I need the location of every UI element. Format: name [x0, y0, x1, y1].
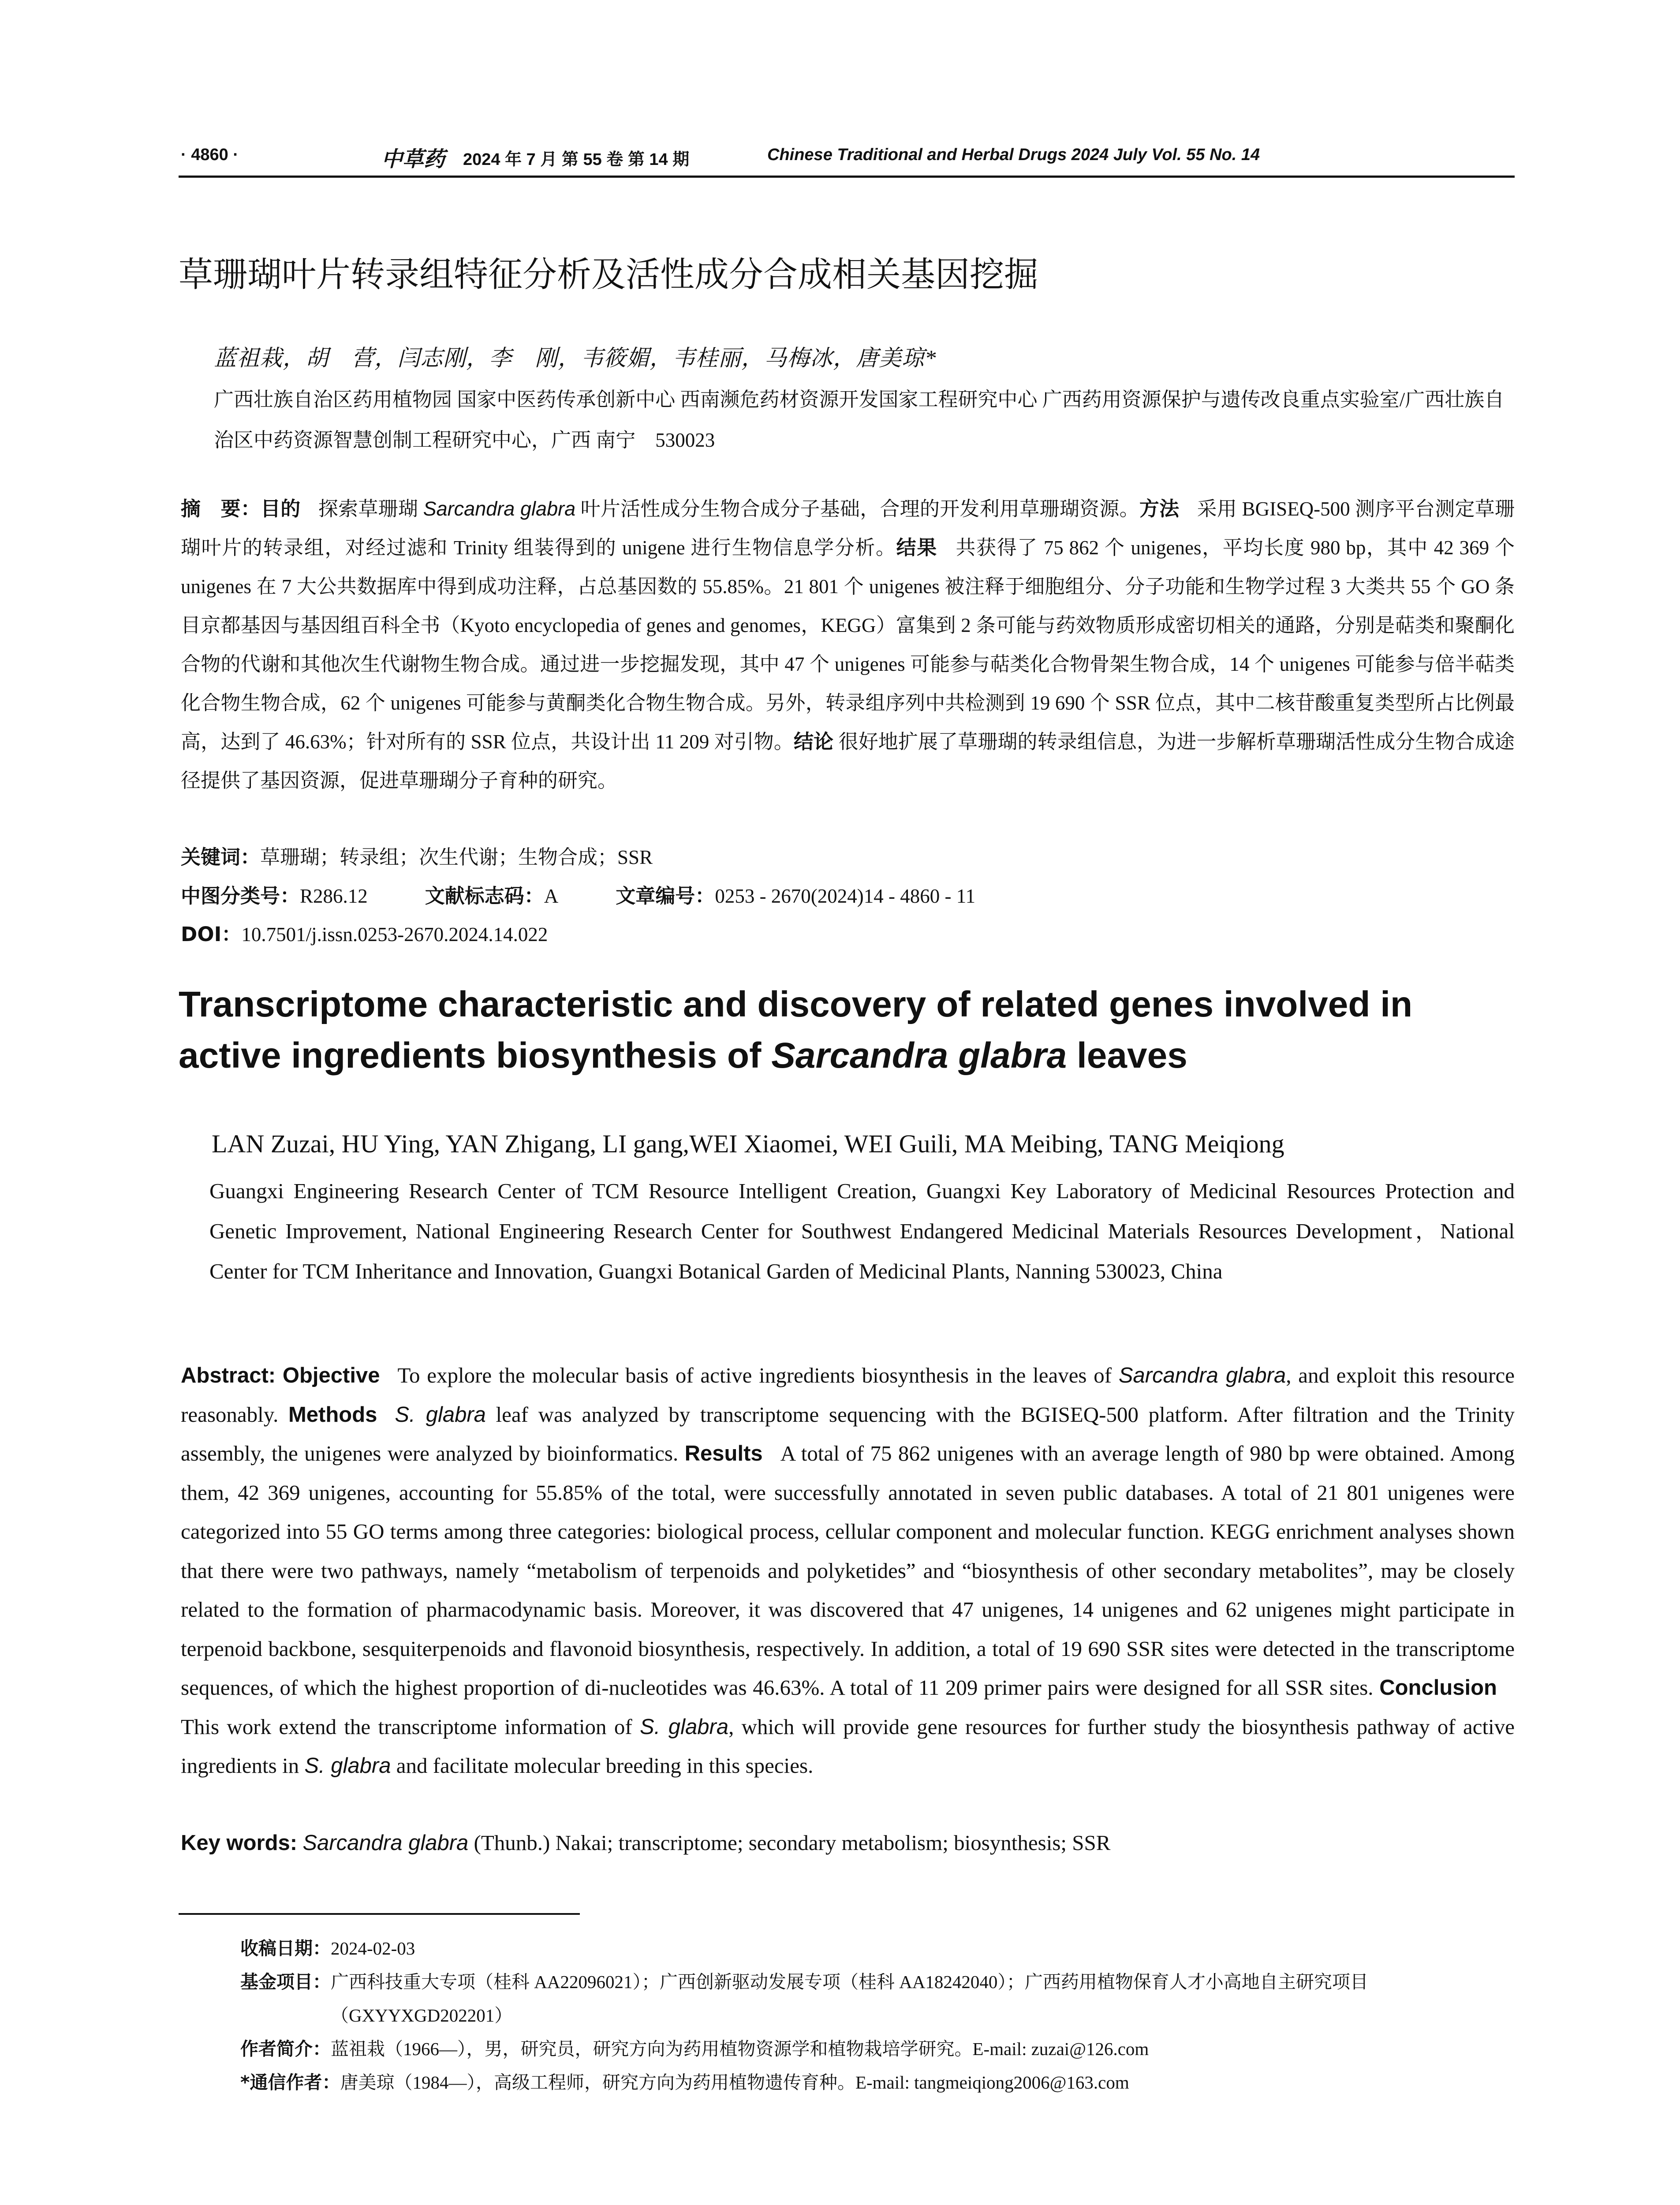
- results-label-cn: 结果: [896, 536, 937, 559]
- footnote-text: 蓝祖栽（1966—），男，研究员，研究方向为药用植物资源学和植物栽培学研究。E-mail: zuzai@126.com: [331, 2039, 1149, 2059]
- footnote-author-bio: [240, 2032, 1515, 2066]
- latin-name: Sarcandra glabra: [1118, 1364, 1286, 1387]
- doi-label: DOI：: [181, 923, 242, 946]
- objective-label-cn: 目的: [261, 497, 301, 520]
- issue-cn: 2024 年 7 月 第 55 卷 第 14 期: [463, 150, 690, 169]
- latin-name: Sarcandra glabra: [302, 1831, 469, 1855]
- methods-label-cn: 方法: [1139, 497, 1180, 520]
- latin-name: S. glabra: [395, 1402, 486, 1427]
- journal-en: Chinese Traditional and Herbal Drugs 2024 July Vol. 55 No. 14: [767, 146, 1260, 164]
- running-header: [181, 146, 1512, 176]
- doc-code-label: 文献标志码：: [425, 884, 544, 908]
- abstract-label-en: Abstract:: [181, 1364, 276, 1387]
- footnote-text: 唐美琼（1984—），高级工程师，研究方向为药用植物遗传育种。E-mail: tangmeiqiong2006@163.com: [340, 2072, 1129, 2093]
- methods-text-cn: 采用 BGISEQ-500 测序平台测定草珊瑚叶片的转录组，对经过滤和 Trinity 组装得到的 unigene 进行生物信息学分析。: [181, 498, 1515, 559]
- journal-logo-cn: 中草药: [381, 147, 445, 172]
- keywords-text-cn: 草珊瑚；转录组；次生代谢；生物合成；SSR: [260, 846, 653, 868]
- conclusion-label-en: Conclusion: [1379, 1676, 1497, 1700]
- objective-label-en: Objective: [282, 1364, 380, 1387]
- footnote-label: 基金项目：: [240, 1971, 331, 1992]
- keywords-label-en: Key words:: [181, 1831, 298, 1855]
- latin-name: S. glabra: [304, 1754, 391, 1778]
- conclusion-text-en-b: , which will provide gene resources for further study the biosynthesis pathway of active ingredients in: [181, 1714, 1515, 1778]
- footnote-text: 2024-02-03: [331, 1938, 415, 1958]
- footnote-text: 广西科技重大专项（桂科 AA22096021）；广西创新驱动发展专项（桂科 AA18242040）；广西药用植物保育人才小高地自主研究项目（GXYYXGD202201）: [331, 1972, 1368, 2026]
- footnote-rule: [179, 1913, 580, 1915]
- title-en-main: Transcriptome characteristic and discovery of related genes involved in active ingredients biosynthesis of: [179, 984, 1413, 1076]
- conclusion-text-cn: 很好地扩展了草珊瑚的转录组信息，为进一步解析草珊瑚活性成分生物合成途径提供了基因资源，促进草珊瑚分子育种的研究。: [181, 731, 1515, 792]
- keywords-text-en: (Thunb.) Nakai; transcriptome; secondary metabolism; biosynthesis; SSR: [468, 1831, 1111, 1855]
- abstract-en: [181, 1356, 1515, 1786]
- objective-text-cn-b: 叶片活性成分生物合成分子基础，合理的开发利用草珊瑚资源。: [575, 498, 1139, 520]
- page-number: · 4860 ·: [181, 146, 239, 164]
- footnote-corresponding: [240, 2066, 1515, 2099]
- doc-code-value: A: [544, 885, 559, 907]
- methods-label-en: Methods: [288, 1402, 377, 1427]
- title-en: [179, 979, 1515, 1081]
- objective-text-en-a: To explore the molecular basis of active ingredients biosynthesis in the leaves of: [397, 1363, 1119, 1387]
- keywords-en: [181, 1830, 1110, 1855]
- objective-text-cn-a: 探索草珊瑚: [318, 498, 423, 520]
- title-en-end: leaves: [1067, 1035, 1187, 1076]
- keywords-cn: [181, 841, 653, 870]
- results-label-en: Results: [684, 1442, 763, 1465]
- conclusion-label-cn: 结论: [794, 730, 834, 753]
- abstract-cn: [181, 490, 1515, 800]
- objective-text-en-b: , and exploit this resource reasonably.: [181, 1363, 1515, 1427]
- conclusion-text-en-a: This work extend the transcriptome information of: [181, 1714, 640, 1739]
- classification-line: [181, 880, 975, 908]
- results-text-cn: 共获得了 75 862 个 unigenes，平均长度 980 bp，其中 42 369 个 unigenes 在 7 大公共数据库中得到成功注释，占总基因数的 55.85%。21 801 个 unigenes 被注释于细胞组分、分子功能和生物学过程 3 大类共 55 个 GO 条目京都基因与基因组百科全书（Kyoto encyclopedia of genes and genomes，KEGG）富集到 2 条可能与药效物质形成密切相关的通路，分别是萜类和聚酮化合物的代谢和其他次生代谢物生物合成。通过进一步挖掘发现，其中 47 个 unigenes 可能参与萜类化合物骨架生物合成，14 个 unigenes 可能参与倍半萜类化合物生物合成，62 个 unigenes 可能参与黄酮类化合物生物合成。另外，转录组序列中共检测到 19 690 个 SSR 位点，其中二核苷酸重复类型所占比例最高，达到了 46.63%；针对所有的 SSR 位点，共设计出 11 209 对引物。: [181, 537, 1515, 753]
- title-cn: 草珊瑚叶片转录组特征分析及活性成分合成相关基因挖掘: [179, 255, 1039, 295]
- keywords-label-cn: 关键词：: [181, 845, 261, 869]
- authors-cn: 蓝祖栽，胡 营，闫志刚，李 刚，韦筱媚，韦桂丽，马梅冰，唐美琼*: [214, 346, 937, 371]
- methods-text-en: leaf was analyzed by transcriptome sequencing with the BGISEQ-500 platform. After filtration and the Trinity assembly, the unigenes were analyzed by bioinformatics.: [181, 1402, 1515, 1465]
- latin-name: S. glabra: [639, 1715, 729, 1739]
- authors-en: LAN Zuzai, HU Ying, YAN Zhigang, LI gang,WEI Xiaomei, WEI Guili, MA Meibing, TANG Meiqiong: [212, 1129, 1284, 1158]
- footnote-label: 作者简介：: [240, 2038, 331, 2059]
- article-no-label: 文章编号：: [616, 884, 715, 908]
- affiliation-cn: 广西壮族自治区药用植物园 国家中医药传承创新中心 西南濒危药材资源开发国家工程研究中心 广西药用资源保护与遗传改良重点实验室/广西壮族自治区中药资源智慧创制工程研究中心，广西 南宁 530023: [214, 389, 1505, 451]
- abstract-label-cn: 摘 要：: [181, 497, 261, 520]
- footnote-label: *通信作者：: [240, 2072, 340, 2093]
- title-en-latin: Sarcandra glabra: [771, 1035, 1067, 1076]
- doi-line: [181, 918, 548, 947]
- results-text-en: A total of 75 862 unigenes with an average length of 980 bp were obtained. Among them, 42 369 unigenes, accounting for 55.85% of the total, were successfully annotated in seven public databases. A total of 21 801 unigenes were categorized into 55 GO terms among three categories: biological process, cellular component and molecular function. KEGG enrichment analyses shown that there were two pathways, namely “metabolism of terpenoids and polyketides” and “biosynthesis of other secondary metabolites”, may be closely related to the formation of pharmacodynamic basis. Moreover, it was discovered that 47 unigenes, 14 unigenes and 62 unigenes might participate in terpenoid backbone, sesquiterpenoids and flavonoid biosynthesis, respectively. In addition, a total of 19 690 SSR sites were detected in the transcriptome sequences, of which the highest proportion of di-nucleotides was 46.63%. A total of 11 209 primer pairs were designed for all SSR sites.: [181, 1441, 1515, 1700]
- conclusion-text-en-c: and facilitate molecular breeding in this species.: [391, 1753, 814, 1778]
- footnotes: [240, 1932, 1515, 2099]
- footnote-label: 收稿日期：: [240, 1938, 331, 1959]
- footnote-received: [240, 1932, 1515, 1965]
- affiliation-en: Guangxi Engineering Research Center of TCM Resource Intelligent Creation, Guangxi Key Laboratory of Medicinal Resources Protection and Genetic Improvement, National Engineering Research Center for Southwest Endangered Medicinal Materials Resources Development，National Center for TCM Inheritance and Innovation, Guangxi Botanical Garden of Medicinal Plants, Nanning 530023, China: [209, 1179, 1515, 1283]
- clc-value: R286.12: [300, 885, 368, 907]
- article-no-value: 0253 - 2670(2024)14 - 4860 - 11: [715, 885, 976, 907]
- doi-value: 10.7501/j.issn.0253-2670.2024.14.022: [241, 923, 548, 946]
- footnote-funding: [240, 1965, 1515, 2032]
- clc-label: 中图分类号：: [181, 884, 300, 908]
- header-rule: [179, 176, 1515, 178]
- latin-name: Sarcandra glabra: [423, 497, 576, 520]
